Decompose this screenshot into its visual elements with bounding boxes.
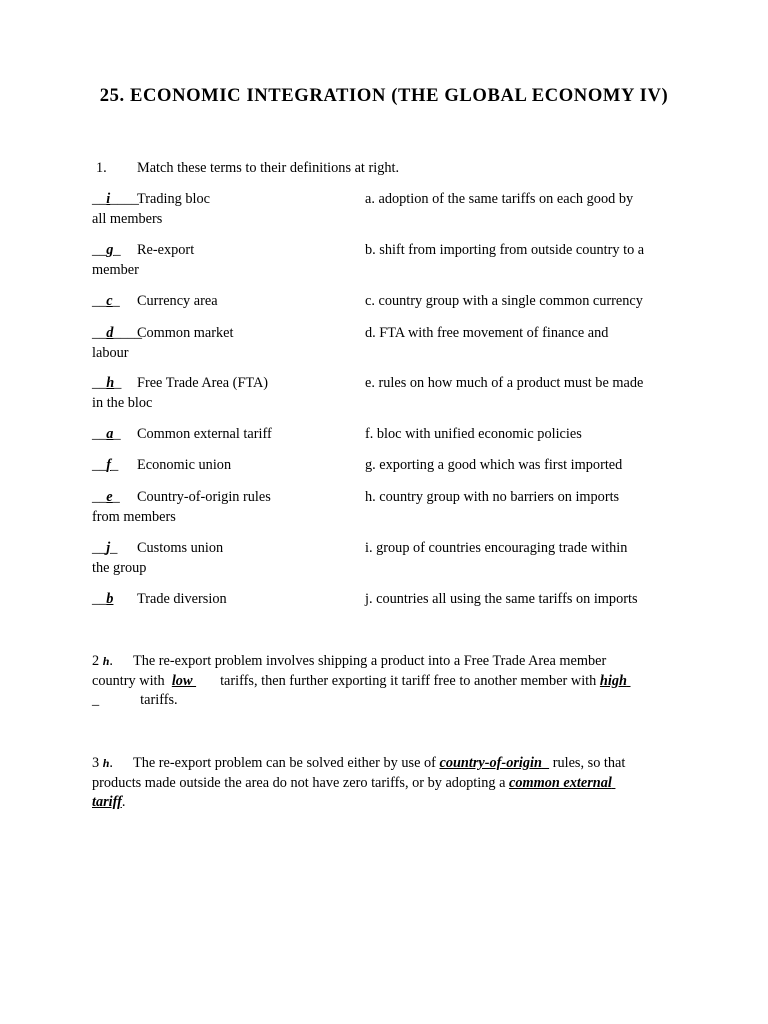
question-marker: h [102, 756, 110, 770]
definition-text: j. countries all using the same tariffs on imports [365, 591, 638, 607]
term-label: Free Trade Area (FTA) [137, 375, 269, 391]
term-label: Currency area [137, 293, 218, 309]
answer-blank: __e_ [92, 489, 120, 505]
matching-row-line [92, 456, 682, 476]
definition-continuation: labour [92, 344, 129, 361]
question-2 [92, 652, 682, 711]
term-label: Trading bloc [137, 191, 210, 207]
definition-continuation: all members [92, 210, 163, 227]
matching-row [92, 425, 682, 445]
term-label: Common external tariff [137, 426, 272, 442]
matching-row [92, 292, 682, 312]
matching-row [92, 488, 682, 527]
answer-blank-country-of-origin: country-of-origin [439, 755, 542, 771]
matching-row [92, 539, 682, 578]
answer-letter: f [106, 457, 112, 473]
question-number: 1. [96, 160, 107, 176]
definition-continuation: the group [92, 559, 147, 576]
definition-text: a. adoption of the same tariffs on each good by [365, 191, 634, 207]
answer-blank: __j_ [92, 540, 118, 556]
question-marker: h [102, 654, 110, 668]
definition-continuation: member [92, 261, 139, 278]
question-text: Match these terms to their definitions at right. [137, 160, 400, 176]
question-3-line-2: products made outside the area do not have zero tariffs, or by adopting a common external [92, 774, 682, 794]
definition-continuation: in the bloc [92, 394, 153, 411]
definition-text: c. country group with a single common currency [365, 293, 643, 309]
question-3-line-3: tariff. [92, 794, 126, 810]
answer-letter: g [106, 242, 114, 258]
answer-letter: i [106, 191, 111, 207]
definition-text: h. country group with no barriers on imports [365, 489, 620, 505]
matching-row [92, 241, 682, 280]
matching-row-line [92, 539, 682, 559]
answer-blank: __g_ [92, 242, 121, 258]
definition-continuation: from members [92, 508, 176, 525]
answer-blank-tariff: tariff [92, 794, 122, 810]
answer-blank: __c_ [92, 293, 120, 309]
answer-blank: __d____ [92, 325, 143, 341]
answer-letter: b [106, 591, 114, 607]
question-2-line-1: 2 h. The re-export problem involves shipping a product into a Free Trade Area member [92, 653, 607, 669]
page-title: 25. ECONOMIC INTEGRATION (THE GLOBAL ECONOMY IV) [99, 85, 669, 106]
term-label: Trade diversion [137, 591, 227, 607]
answer-letter: e [106, 489, 113, 505]
answer-blank: __h_ [92, 375, 122, 391]
term-label: Economic union [137, 457, 232, 473]
answer-blank: __i____ [92, 191, 139, 207]
question-2-line-2: country with low tariffs, then further exporting it tariff free to another member with high [92, 672, 682, 692]
term-label: Re-export [137, 242, 195, 258]
question-number: 2 [92, 653, 100, 669]
matching-row [92, 374, 682, 413]
matching-row [92, 456, 682, 476]
matching-row [92, 324, 682, 363]
answer-blank: __a_ [92, 426, 121, 442]
term-label: Customs union [137, 540, 224, 556]
matching-row-line [92, 488, 682, 508]
definition-text: b. shift from importing from outside country to a [365, 242, 645, 258]
term-label: Country-of-origin rules [137, 489, 271, 505]
matching-row-line [92, 590, 682, 610]
matching-row [92, 590, 682, 610]
question-3 [92, 754, 682, 813]
question-3-line-1: 3 h. The re-export problem can be solved either by use of country-of-origin rules, so that [92, 755, 626, 771]
matching-row-line [92, 292, 682, 312]
definition-text: f. bloc with unified economic policies [365, 426, 582, 442]
matching-row [92, 190, 682, 229]
question-number: 3 [92, 755, 100, 771]
question-text: The re-export problem involves shipping a product into a Free Trade Area member [133, 653, 607, 669]
definition-text: i. group of countries encouraging trade within [365, 540, 628, 556]
answer-blank: __b [92, 591, 114, 607]
question-2-line-3: _ tariffs. [92, 692, 178, 708]
answer-letter: a [106, 426, 114, 442]
definition-text: e. rules on how much of a product must be made [365, 375, 644, 391]
question-1-prompt [96, 160, 399, 177]
answer-blank-low: low [171, 672, 193, 689]
matching-row-line [92, 374, 682, 394]
matching-row-line [92, 324, 682, 344]
answer-letter: j [106, 540, 111, 556]
matching-row-line [92, 190, 682, 210]
answer-letter: c [106, 293, 113, 309]
matching-row-line [92, 425, 682, 445]
definition-text: d. FTA with free movement of finance and [365, 325, 609, 341]
answer-blank-common-external: common external [509, 774, 612, 791]
matching-row-line [92, 241, 682, 261]
answer-letter: h [106, 375, 115, 391]
answer-blank: __f_ [92, 457, 119, 473]
answer-letter: d [106, 325, 114, 341]
answer-blank-high: high [599, 672, 627, 689]
definition-text: g. exporting a good which was first imported [365, 457, 623, 473]
term-label: Common market [137, 325, 234, 341]
